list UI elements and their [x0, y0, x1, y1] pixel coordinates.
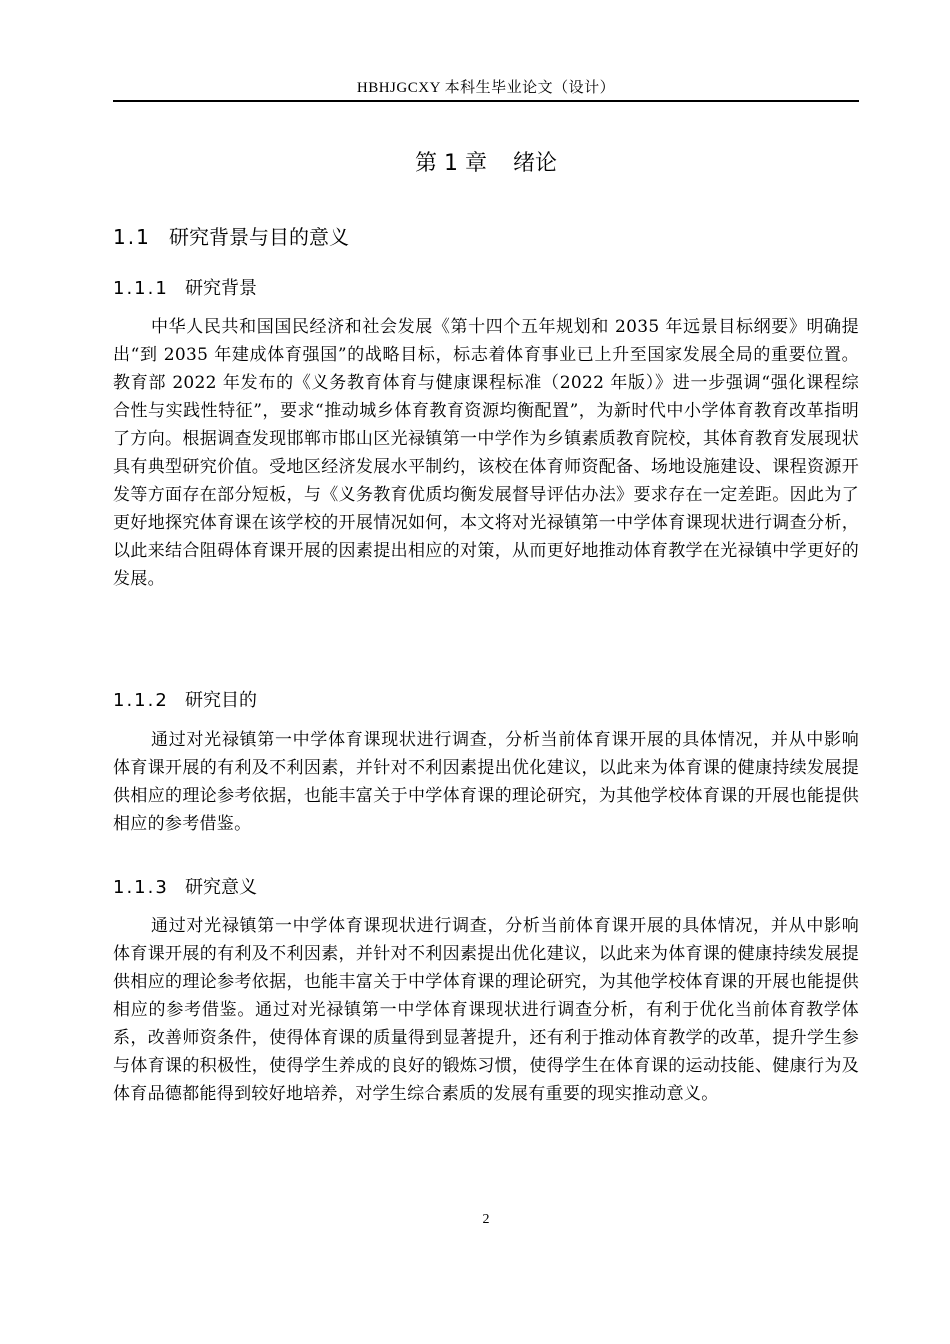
subsection-heading-1-1-1: [113, 274, 257, 300]
running-header: HBHJGCXY 本科生毕业论文（设计）: [356, 80, 616, 96]
chapter-title: 绪论: [512, 151, 557, 176]
subsection-number: 1.1.1: [113, 278, 169, 299]
header-rule: [113, 100, 859, 102]
chapter-number: 第 1 章: [415, 151, 487, 176]
chapter-heading: [113, 146, 859, 177]
purpose-paragraph: 通过对光禄镇第一中学体育课现状进行调查，分析当前体育课开展的具体情况，并从中影响体育课开展的有利及不利因素，并针对不利因素提出优化建议，以此来为体育课的健康持续发展提供相应的理论参考依据，也能丰富关于中学体育课的理论研究，为其他学校体育课的开展也能提供相应的参考借鉴。: [113, 730, 859, 834]
subsection-number: 1.1.2: [113, 690, 169, 711]
section-heading-1-1: [113, 221, 349, 250]
subsection-title: 研究背景: [185, 278, 257, 299]
page-number: 2: [482, 1212, 490, 1227]
subsection-number: 1.1.3: [113, 877, 169, 898]
significance-paragraph: 通过对光禄镇第一中学体育课现状进行调查，分析当前体育课开展的具体情况，并从中影响体育课开展的有利及不利因素，并针对不利因素提出优化建议，以此来为体育课的健康持续发展提供相应的理论参考依据，也能丰富关于中学体育课的理论研究，为其他学校体育课的开展也能提供相应的参考借鉴。通过对光禄镇第一中学体育课现状进行调查分析，有利于优化当前体育教学体系，改善师资条件，使得体育课的质量得到显著提升，还有利于推动体育教学的改革，提升学生参与体育课的积极性，使得学生养成的良好的锻炼习惯，使得学生在体育课的运动技能、健康行为及体育品德都能得到较好地培养，对学生综合素质的发展有重要的现实推动意义。: [113, 916, 859, 1104]
section-number: 1.1: [113, 225, 151, 249]
subsection-title: 研究意义: [185, 877, 257, 898]
subsection-title: 研究目的: [185, 690, 257, 711]
background-paragraph: 中华人民共和国国民经济和社会发展《第十四个五年规划和 2035 年远景目标纲要》明确提出“到 2035 年建成体育强国”的战略目标，标志着体育事业已上升至国家发展全局的重要位置。教育部 2022 年发布的《义务教育体育与健康课程标准（2022 年版）》进一步强调“强化课程综合性与实践性特征”，要求“推动城乡体育教育资源均衡配置”，为新时代中小学体育教育改革指明了方向。根据调查发现邯郸市邯山区光禄镇第一中学作为乡镇素质教育院校，其体育教育发展现状具有典型研究价值。受地区经济发展水平制约，该校在体育师资配备、场地设施建设、课程资源开发等方面存在部分短板，与《义务教育优质均衡发展督导评估办法》要求存在一定差距。因此为了更好地探究体育课在该学校的开展情况如何，本文将对光禄镇第一中学体育课现状进行调查分析，以此来结合阻碍体育课开展的因素提出相应的对策，从而更好地推动体育教学在光禄镇中学更好的发展。: [113, 317, 859, 589]
section-title: 研究背景与目的意义: [169, 225, 349, 249]
subsection-heading-1-1-3: [113, 873, 257, 899]
subsection-heading-1-1-2: [113, 686, 257, 712]
